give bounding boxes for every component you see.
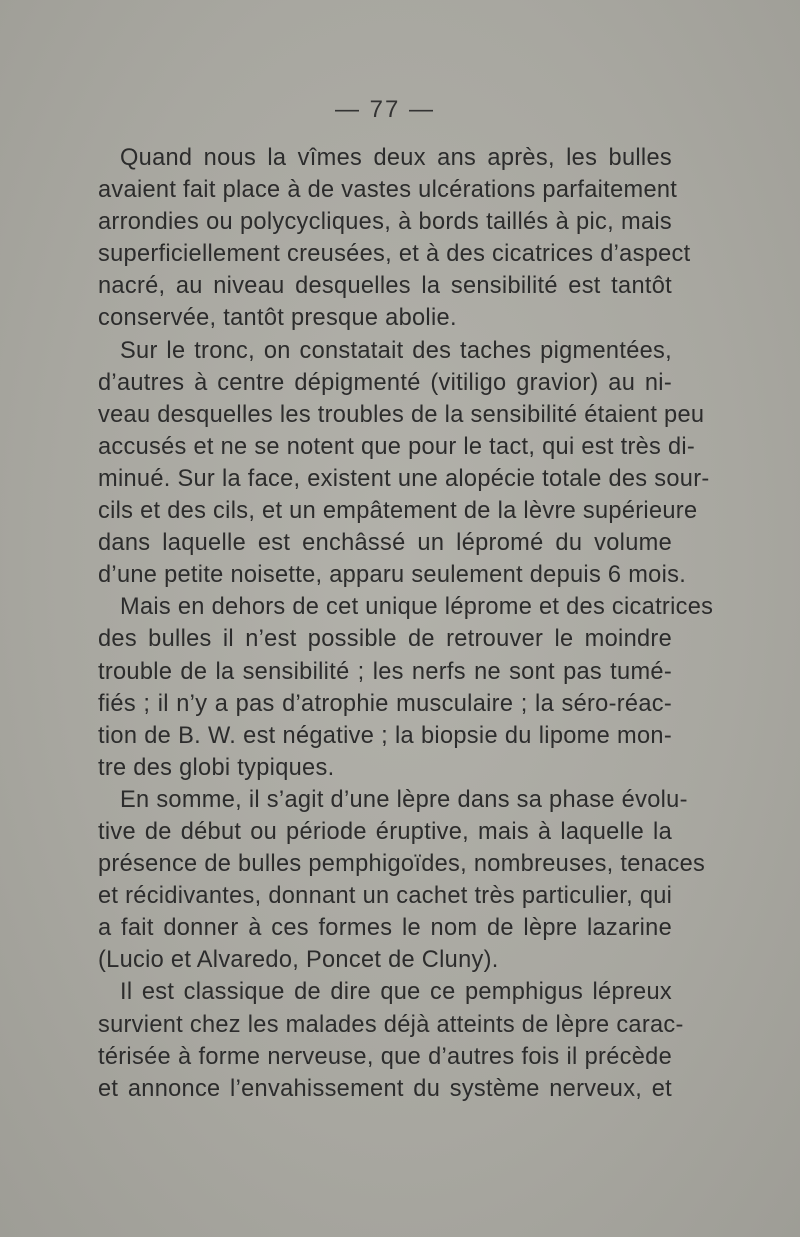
text-line: Sur le tronc, on constatait des taches pigmentées, bbox=[120, 337, 672, 364]
text-line: veau desquelles les troubles de la sensibilité étaient peu bbox=[98, 401, 705, 428]
text-line: térisée à forme nerveuse, que d’autres fois il précède bbox=[98, 1043, 672, 1070]
text-line: fiés ; il n’y a pas d’atrophie musculaire ; la séro-réac- bbox=[98, 690, 672, 717]
text-line: d’une petite noisette, apparu seulement depuis 6 mois. bbox=[98, 562, 687, 589]
text-line: conservée, tantôt presque abolie. bbox=[98, 305, 457, 332]
text-line: arrondies ou polycycliques, à bords taillés à pic, mais bbox=[98, 209, 672, 236]
text-line: Quand nous la vîmes deux ans après, les bulles bbox=[120, 145, 672, 171]
text-line: minué. Sur la face, existent une alopécie totale des sour- bbox=[98, 465, 710, 492]
text-line: tion de B. W. est négative ; la biopsie du lipome mon- bbox=[98, 722, 672, 749]
text-line: trouble de la sensibilité ; les nerfs ne sont pas tumé- bbox=[98, 658, 672, 685]
text-line: présence de bulles pemphigoïdes, nombreuses, tenaces bbox=[98, 851, 706, 878]
text-line: tre des globi typiques. bbox=[98, 754, 335, 781]
text-line: a fait donner à ces formes le nom de lèpre lazarine bbox=[98, 915, 672, 942]
text-line: En somme, il s’agit d’une lèpre dans sa phase évolu- bbox=[120, 786, 688, 813]
text-line: et récidivantes, donnant un cachet très particulier, qui bbox=[98, 883, 673, 910]
text-line: superficiellement creusées, et à des cicatrices d’aspect bbox=[98, 241, 691, 268]
text-line: (Lucio et Alvaredo, Poncet de Cluny). bbox=[98, 947, 499, 974]
text-line: dans laquelle est enchâssé un lépromé du volume bbox=[98, 530, 672, 557]
text-line: accusés et ne se notent que pour le tact, qui est très di- bbox=[98, 433, 696, 460]
body-text bbox=[98, 142, 714, 1105]
text-line: cils et des cils, et un empâtement de la lèvre supérieure bbox=[98, 498, 698, 525]
text-line: tive de début ou période éruptive, mais à laquelle la bbox=[98, 818, 672, 845]
text-line: Il est classique de dire que ce pemphigus lépreux bbox=[120, 979, 672, 1006]
text-line: et annonce l’envahissement du système nerveux, et bbox=[98, 1075, 672, 1102]
text-line: avaient fait place à de vastes ulcérations parfaitement bbox=[98, 177, 678, 204]
text-line: des bulles il n’est possible de retrouver le moindre bbox=[98, 626, 672, 653]
text-line: d’autres à centre dépigmenté (vitiligo gravior) au ni- bbox=[98, 369, 672, 396]
text-line: nacré, au niveau desquelles la sensibilité est tantôt bbox=[98, 273, 672, 300]
page-number: — 77 — bbox=[334, 96, 436, 123]
text-line: Mais en dehors de cet unique léprome et des cicatrices bbox=[120, 594, 714, 621]
text-line: survient chez les malades déjà atteints de lèpre carac- bbox=[98, 1011, 684, 1038]
